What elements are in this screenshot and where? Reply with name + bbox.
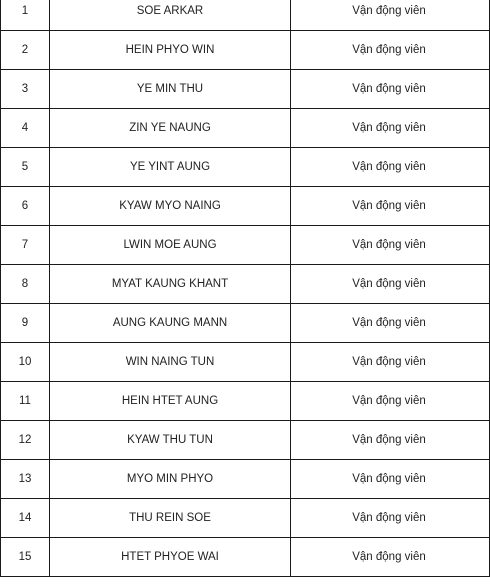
table-row (1, 31, 490, 70)
player-role: Vận động viên (352, 239, 426, 251)
table-row (1, 538, 490, 577)
player-name: SOE ARKAR (50, 0, 291, 31)
row-number: 3 (1, 70, 50, 109)
player-role: Vận động viên (352, 512, 426, 524)
row-number: 15 (1, 538, 50, 577)
player-role: Vận động viên (352, 83, 426, 95)
player-role-cell (291, 460, 490, 499)
row-number: 4 (1, 109, 50, 148)
table-row (1, 0, 490, 31)
row-number: 1 (1, 0, 50, 31)
row-number: 5 (1, 148, 50, 187)
table-row (1, 109, 490, 148)
player-role-cell (291, 226, 490, 265)
player-role-cell (291, 31, 490, 70)
player-role: Vận động viên (352, 473, 426, 485)
player-role: Vận động viên (352, 551, 426, 563)
row-number: 2 (1, 31, 50, 70)
table-row (1, 460, 490, 499)
player-role: Vận động viên (352, 200, 426, 212)
table-row (1, 343, 490, 382)
player-name: MYAT KAUNG KHANT (50, 265, 291, 304)
table-row (1, 499, 490, 538)
player-role: Vận động viên (352, 317, 426, 329)
row-number: 10 (1, 343, 50, 382)
roster-body (1, 0, 490, 577)
player-role: Vận động viên (352, 356, 426, 368)
player-role: Vận động viên (352, 395, 426, 407)
row-number: 6 (1, 187, 50, 226)
table-row (1, 187, 490, 226)
player-name: ZIN YE NAUNG (50, 109, 291, 148)
player-role-cell (291, 187, 490, 226)
player-role-cell (291, 70, 490, 109)
player-role-cell (291, 304, 490, 343)
row-number: 11 (1, 382, 50, 421)
table-row (1, 70, 490, 109)
table-row (1, 226, 490, 265)
table-row (1, 265, 490, 304)
player-role-cell (291, 148, 490, 187)
table-row (1, 304, 490, 343)
player-name: HEIN HTET AUNG (50, 382, 291, 421)
player-name: KYAW THU TUN (50, 421, 291, 460)
row-number: 12 (1, 421, 50, 460)
row-number: 7 (1, 226, 50, 265)
player-role: Vận động viên (352, 44, 426, 56)
player-role-cell (291, 109, 490, 148)
table-row (1, 421, 490, 460)
player-name: AUNG KAUNG MANN (50, 304, 291, 343)
player-role: Vận động viên (352, 278, 426, 290)
row-number: 13 (1, 460, 50, 499)
player-name: THU REIN SOE (50, 499, 291, 538)
player-name: LWIN MOE AUNG (50, 226, 291, 265)
player-name: HEIN PHYO WIN (50, 31, 291, 70)
player-role-cell (291, 343, 490, 382)
player-role: Vận động viên (352, 122, 426, 134)
player-role-cell (291, 0, 490, 31)
row-number: 14 (1, 499, 50, 538)
table-row (1, 382, 490, 421)
player-role-cell (291, 538, 490, 577)
player-name: HTET PHYOE WAI (50, 538, 291, 577)
player-name: YE MIN THU (50, 70, 291, 109)
row-number: 8 (1, 265, 50, 304)
player-name: YE YINT AUNG (50, 148, 291, 187)
player-role-cell (291, 499, 490, 538)
player-role-cell (291, 382, 490, 421)
player-role-cell (291, 265, 490, 304)
player-role-cell (291, 421, 490, 460)
player-role: Vận động viên (352, 5, 426, 17)
row-number: 9 (1, 304, 50, 343)
player-name: KYAW MYO NAING (50, 187, 291, 226)
player-name: WIN NAING TUN (50, 343, 291, 382)
player-role: Vận động viên (352, 161, 426, 173)
player-role: Vận động viên (352, 434, 426, 446)
table-row (1, 148, 490, 187)
player-name: MYO MIN PHYO (50, 460, 291, 499)
